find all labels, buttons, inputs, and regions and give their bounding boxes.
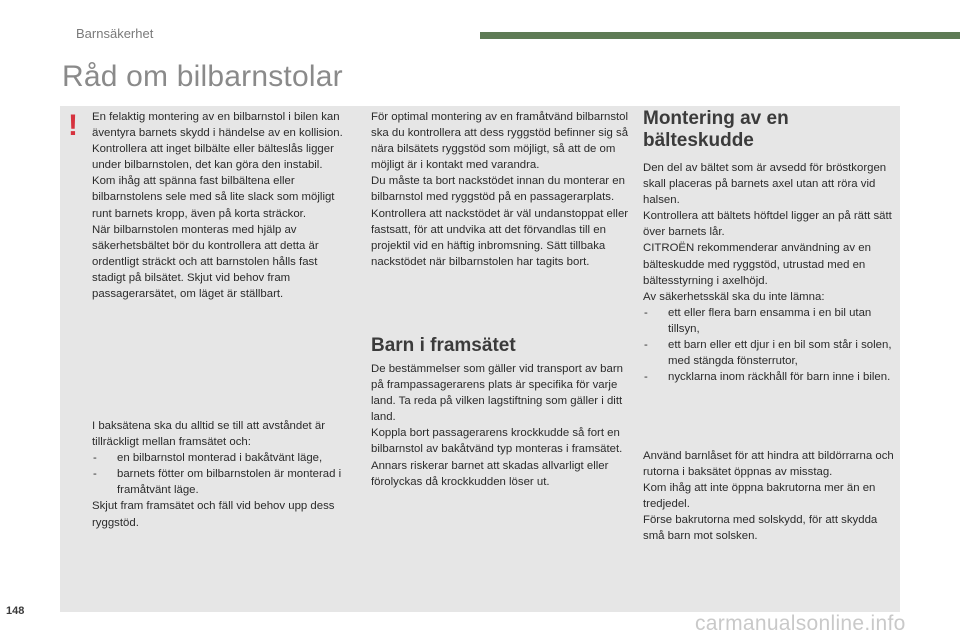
headrest-text <box>371 109 629 270</box>
dash-list <box>643 305 899 385</box>
paragraph: För optimal montering av en framåtvänd bilbarnstol ska du kontrollera att dess ryggstöd befinner sig så nära bilsätets ryggstöd som möjligt, så att de om möjligt är i kontakt med varandra. <box>371 111 629 172</box>
paragraph: Kontrollera att bältets höftdel ligger an på rätt sätt över barnets lår. <box>643 210 892 239</box>
paragraph: Av säkerhetsskäl ska du inte lämna: <box>643 290 825 303</box>
list-item: - ett barn eller ett djur i en bil som står i solen, med stängda fönsterrutor, <box>643 337 899 369</box>
paragraph: Skjut fram framsätet och fäll vid behov upp dess ryggstöd. <box>92 500 335 529</box>
section-heading-booster: Montering av en bälteskudde <box>643 108 789 151</box>
page-title: Råd om bilbarnstolar <box>62 60 343 93</box>
front-seat-text <box>371 361 629 490</box>
paragraph: Kontrollera att nackstödet är väl undanstoppat eller fastsatt, för att undvika att det förvandlas till en projektil vid en häftig inbromsning. Sätt tillbaka nackstödet när bilbarnstolen har tagits bort. <box>371 207 629 268</box>
watermark: carmanualsonline.info <box>695 612 906 635</box>
paragraph: De bestämmelser som gäller vid transport av barn på frampassagerarens plats är specifika för varje land. Ta reda på vilken lagstiftning som gäller i ditt land. <box>371 363 623 424</box>
paragraph: Du måste ta bort nackstödet innan du monterar en bilbarnstol med ryggstöd på en passagerarplats. <box>371 175 625 204</box>
paragraph: När bilbarnstolen monteras med hjälp av säkerhetsbältet bör du kontrollera att detta är ordentligt sträckt och att barnstolen hålls fast stadigt på bilsätet. Skjut vid behov fram passagerarsätet, om läget är ställbart. <box>92 223 319 301</box>
paragraph: Koppla bort passagerarens krockkudde så fort en bilbarnstol av bakåtvänd typ monteras i framsätet. <box>371 427 623 456</box>
booster-text <box>643 160 899 385</box>
child-lock-text <box>643 448 899 545</box>
page-number: 148 <box>6 605 25 617</box>
paragraph: CITROËN rekommenderar användning av en bälteskudde med ryggstöd, utrustad med en bältesstyrning i axelhöjd. <box>643 242 871 287</box>
list-item: - barnets fötter om bilbarnstolen är monterad i framåtvänt läge. <box>92 466 350 498</box>
rear-seat-text <box>92 418 350 531</box>
section-heading-front-seat: Barn i framsätet <box>371 335 516 356</box>
dash-list <box>92 450 350 498</box>
paragraph: Förse bakrutorna med solskydd, för att skydda små barn mot solsken. <box>643 514 878 543</box>
exclamation-icon: ! <box>68 109 78 142</box>
list-item: - nycklarna inom räckhåll för barn inne i bilen. <box>643 369 899 385</box>
section-accent-bar <box>480 32 960 39</box>
paragraph: I baksätena ska du alltid se till att avståndet är tillräckligt mellan framsätet och: <box>92 420 326 449</box>
paragraph: Använd barnlåset för att hindra att bildörrarna och rutorna i baksätet öppnas av misstag. <box>643 450 894 479</box>
paragraph: Annars riskerar barnet att skadas allvarligt eller förolyckas då krockkudden löser ut. <box>371 459 609 488</box>
list-item: - en bilbarnstol monterad i bakåtvänt läge, <box>92 450 350 466</box>
list-item: - ett eller flera barn ensamma i en bil utan tillsyn, <box>643 305 899 337</box>
section-label: Barnsäkerhet <box>76 26 154 41</box>
paragraph: Kom ihåg att inte öppna bakrutorna mer än en tredjedel. <box>643 482 876 511</box>
paragraph: Kontrollera att inget bilbälte eller bälteslås ligger under bilbarnstolen, det kan göra den instabil. <box>92 143 334 172</box>
paragraph: Kom ihåg att spänna fast bilbältena eller bilbarnstolens sele med så lite slack som möjligt runt barnets kropp, även på korta sträckor. <box>92 175 335 220</box>
paragraph: Den del av bältet som är avsedd för bröstkorgen skall placeras på barnets axel utan att röra vid halsen. <box>643 162 887 207</box>
warning-text <box>92 109 350 302</box>
paragraph: En felaktig montering av en bilbarnstol i bilen kan äventyra barnets skydd i händelse av en kollision. <box>92 111 343 140</box>
